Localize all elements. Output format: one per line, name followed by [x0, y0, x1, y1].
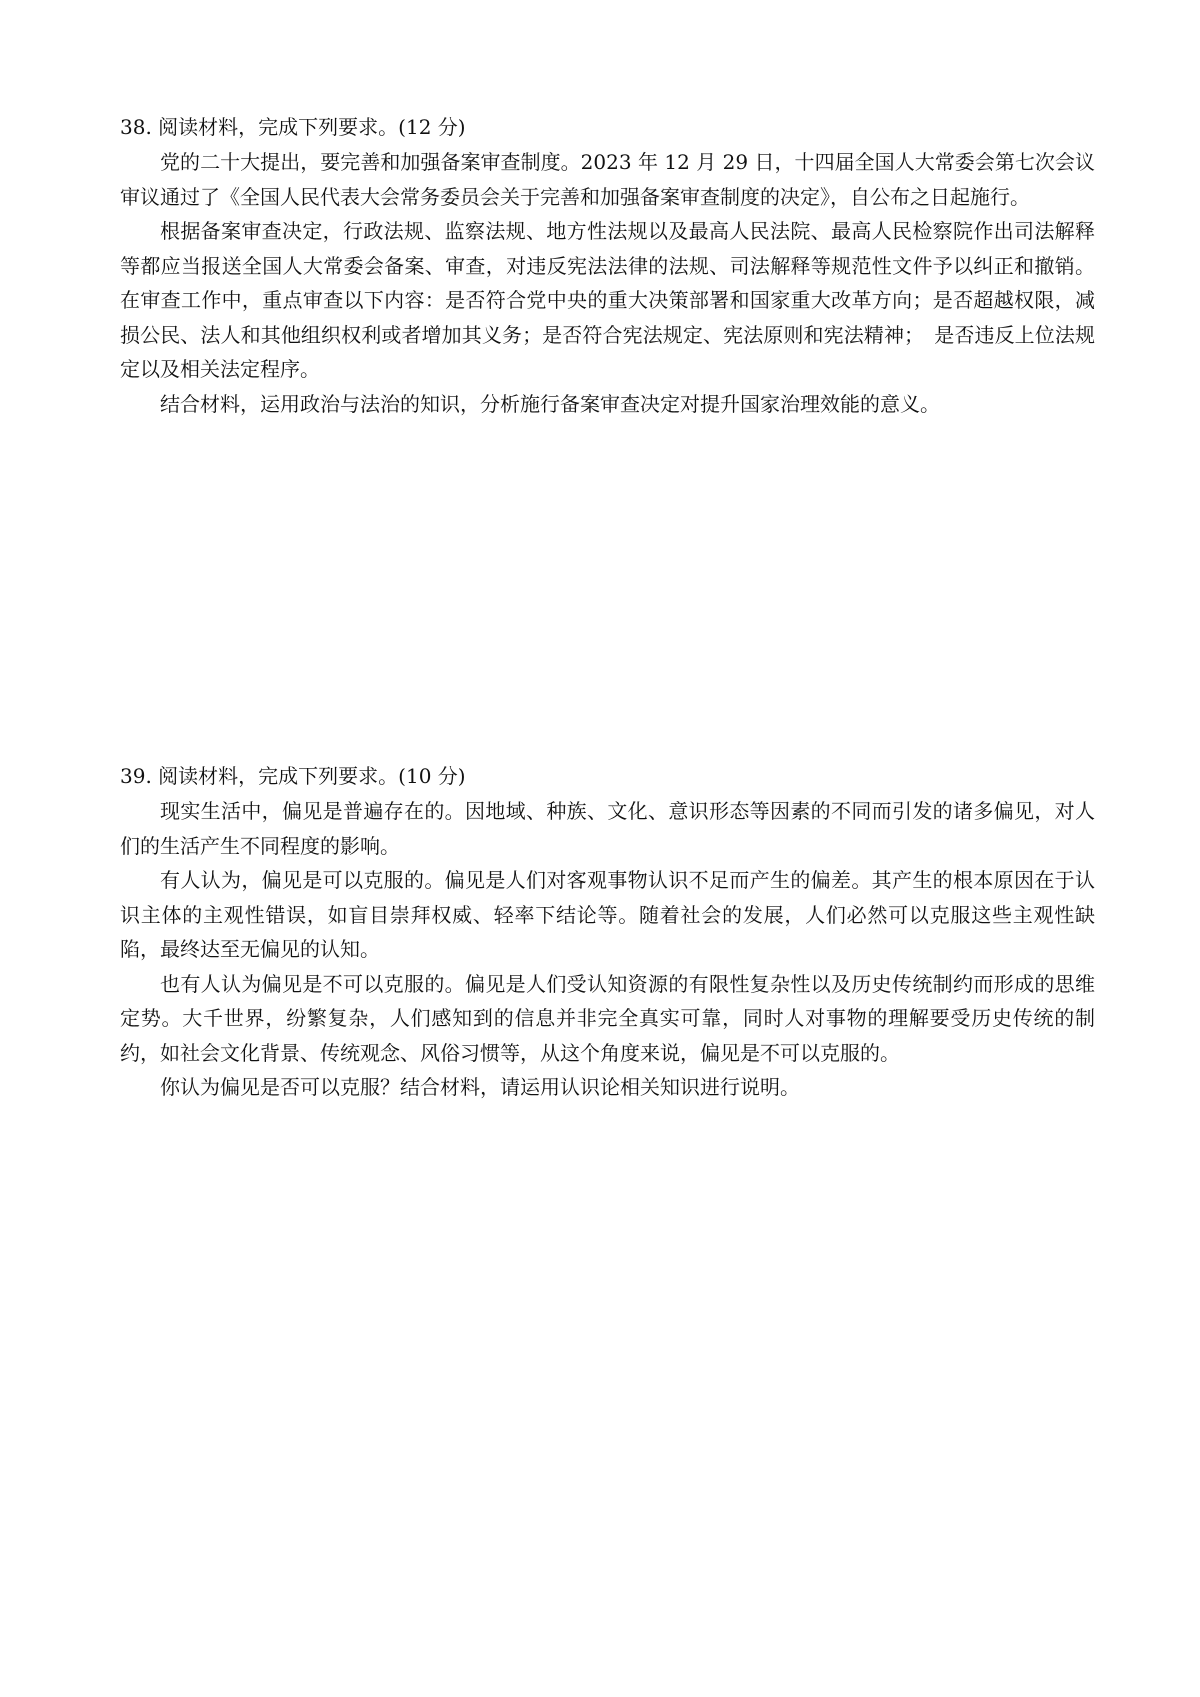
- question-38-task: 结合材料，运用政治与法治的知识，分析施行备案审查决定对提升国家治理效能的意义。: [160, 391, 940, 416]
- question-38: [120, 109, 1095, 421]
- question-38-heading: 38. 阅读材料，完成下列要求。(12 分): [120, 115, 466, 139]
- question-39-material-2: 有人认为，偏见是可以克服的。偏见是人们对客观事物认识不足而产生的偏差。其产生的根本原因在于认识主体的主观性错误，如盲目崇拜权威、轻率下结论等。随着社会的发展，人们必然可以克服这些主观性缺陷，最终达至无偏见的认知。: [120, 868, 1095, 961]
- question-39-task: 你认为偏见是否可以克服？结合材料，请运用认识论相关知识进行说明。: [160, 1075, 800, 1099]
- question-39: [120, 758, 1095, 1105]
- question-39-heading: 39. 阅读材料，完成下列要求。(10 分): [120, 764, 466, 788]
- question-38-material-2: 根据备案审查决定，行政法规、监察法规、地方性法规以及最高人民法院、最高人民检察院作出司法解释等都应当报送全国人大常委会备案、审查，对违反宪法法律的法规、司法解释等规范性文件予以纠正和撤销。在审查工作中，重点审查以下内容：是否符合党中央的重大决策部署和国家重大改革方向；是否超越权限，减损公民、法人和其他组织权利或者增加其义务；是否符合宪法规定、宪法原则和宪法精神； 是否违反上位法规定以及相关法定程序。: [120, 219, 1095, 381]
- question-39-material-3: 也有人认为偏见是不可以克服的。偏见是人们受认知资源的有限性复杂性以及历史传统制约而形成的思维定势。大千世界，纷繁复杂，人们感知到的信息并非完全真实可靠，同时人对事物的理解要受历史传统的制约，如社会文化背景、传统观念、风俗习惯等，从这个角度来说，偏见是不可以克服的。: [120, 971, 1095, 1065]
- question-39-material-1: 现实生活中，偏见是普遍存在的。因地域、种族、文化、意识形态等因素的不同而引发的诸多偏见，对人们的生活产生不同程度的影响。: [120, 799, 1095, 858]
- question-38-material-1: 党的二十大提出，要完善和加强备案审查制度。2023 年 12 月 29 日，十四届全国人大常委会第七次会议审议通过了《全国人民代表大会常务委员会关于完善和加强备案审查制度的决定》，自公布之日起施行。: [120, 150, 1095, 209]
